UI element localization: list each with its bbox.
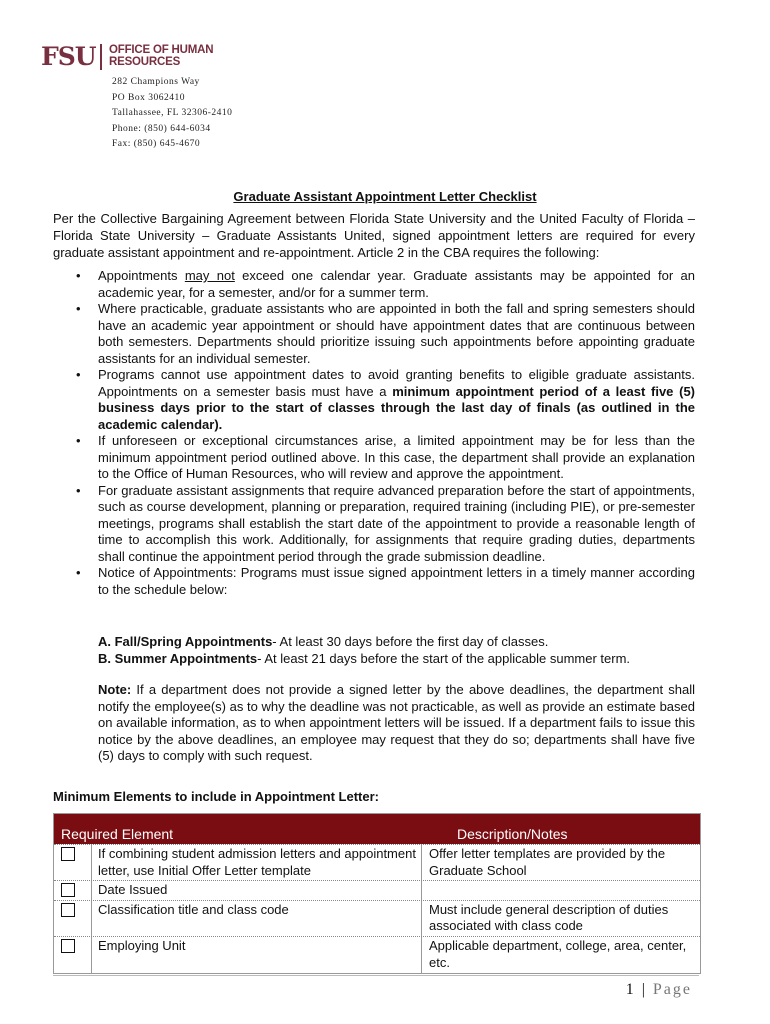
footer-divider xyxy=(53,975,699,976)
list-item: • Appointments may not exceed one calendar year. Graduate assistants may be appointed for an academic year, for a semester, and/or for a summer term. xyxy=(98,268,695,301)
address-line: Tallahassee, FL 32306-2410 xyxy=(112,108,233,118)
element-cell: Classification title and class code xyxy=(98,901,289,917)
table-header xyxy=(54,814,700,844)
logo-text-line2: RESOURCES xyxy=(109,56,181,68)
notes-cell: Offer letter templates are provided by the Graduate School xyxy=(421,845,699,880)
page-number: 1 | Page xyxy=(625,981,692,998)
checkbox[interactable] xyxy=(61,939,75,953)
header-description-notes: Description/Notes xyxy=(457,826,568,842)
logo-mark: FSU xyxy=(41,42,96,71)
logo-divider xyxy=(100,44,102,70)
address-phone: Phone: (850) 644-6034 xyxy=(112,123,211,134)
notes-cell: Must include general description of duties associated with class code xyxy=(421,901,699,937)
table-row xyxy=(54,900,700,937)
schedule-fall-spring: A. Fall/Spring Appointments- At least 30 days before the first day of classes. xyxy=(98,634,549,649)
emphasis-underline: may not xyxy=(184,268,235,283)
fsu-hr-logo xyxy=(41,42,221,72)
office-address xyxy=(112,75,232,153)
document-title: Graduate Assistant Appointment Letter Checklist xyxy=(233,189,537,204)
checkbox[interactable] xyxy=(61,903,75,917)
note-label: Note: xyxy=(98,682,132,697)
list-item: • For graduate assistant assignments that require advanced preparation before the start of appointments, such as course development, planning or preparation, required training (including PIE), or pre-semester meetings, programs shall establish the start date of the appointment to provide a reasonable length of time to accomplish this work. Additionally, for assignments that require grading duties, departments shall continue the appointment period through the grade submission deadline. xyxy=(98,483,695,566)
address-line: PO Box 3062410 xyxy=(112,92,185,103)
table-row xyxy=(54,880,700,900)
list-item: • Where practicable, graduate assistants who are appointed in both the fall and spring semesters should have an academic year appointment or should have appointment dates that are continuous between both semesters. Departments should prioritize issuing such appointments before appointing graduate assistants for an individual semester. xyxy=(98,301,695,367)
list-item: • If unforeseen or exceptional circumstances arise, a limited appointment may be for less than the minimum appointment period outlined above. In this case, the department shall provide an explanation to the Office of Human Resources, who will review and approve the appointment. xyxy=(98,433,695,483)
address-line: 282 Champions Way xyxy=(112,77,200,87)
list-item: • Programs cannot use appointment dates to avoid granting benefits to eligible graduate assistants. Appointments on a semester basis must have a minimum appointment period of a least five (5) business days prior to the start of classes through the last day of finals (as outlined in the academic calendar). xyxy=(98,367,695,433)
notice-schedule xyxy=(98,633,695,667)
emphasis-bold: minimum appointment period of a least five (5) business days prior to the start of classes through the last day of finals (as outlined in the academic calendar). xyxy=(98,383,696,432)
notes-cell xyxy=(421,881,699,900)
intro-paragraph: Per the Collective Bargaining Agreement between Florida State University and the United Faculty of Florida – Florida State University – Graduate Assistants United, signed appointment letters are required for every graduate assistant appointment and re-appointment. Article 2 in the CBA requires the following: xyxy=(53,211,695,260)
logo-text xyxy=(109,44,213,68)
table-row xyxy=(54,936,700,973)
checkbox[interactable] xyxy=(61,883,75,897)
logo-text-line1: OFFICE OF HUMAN xyxy=(109,44,214,56)
schedule-summer: B. Summer Appointments- At least 21 days before the start of the applicable summer term. xyxy=(98,651,631,666)
element-cell: Employing Unit xyxy=(98,938,186,953)
list-item: • Notice of Appointments: Programs must issue signed appointment letters in a timely manner according to the schedule below: xyxy=(98,565,695,598)
note-paragraph: Note: If a department does not provide a signed letter by the above deadlines, the department shall notify the employee(s) as to why the deadline was not practicable, as well as provide an estimate based on available information, as to when appointment letters will be issued. If a department fails to issue this notice by the above deadlines, an employee may request that they do so; departments shall have five (5) days to comply with such request. xyxy=(98,682,695,763)
header-required-element: Required Element xyxy=(61,826,174,842)
checkbox[interactable] xyxy=(61,847,75,861)
address-fax: Fax: (850) 645-4670 xyxy=(112,139,201,149)
requirements-list xyxy=(98,268,695,598)
elements-table xyxy=(53,813,701,974)
notes-cell: Applicable department, college, area, center, etc. xyxy=(421,937,699,973)
element-cell: If combining student admission letters and appointment letter, use Initial Offer Letter template xyxy=(98,846,416,878)
minimum-elements-heading: Minimum Elements to include in Appointment Letter: xyxy=(53,789,379,804)
element-cell: Date Issued xyxy=(98,882,168,897)
table-row xyxy=(54,844,700,880)
